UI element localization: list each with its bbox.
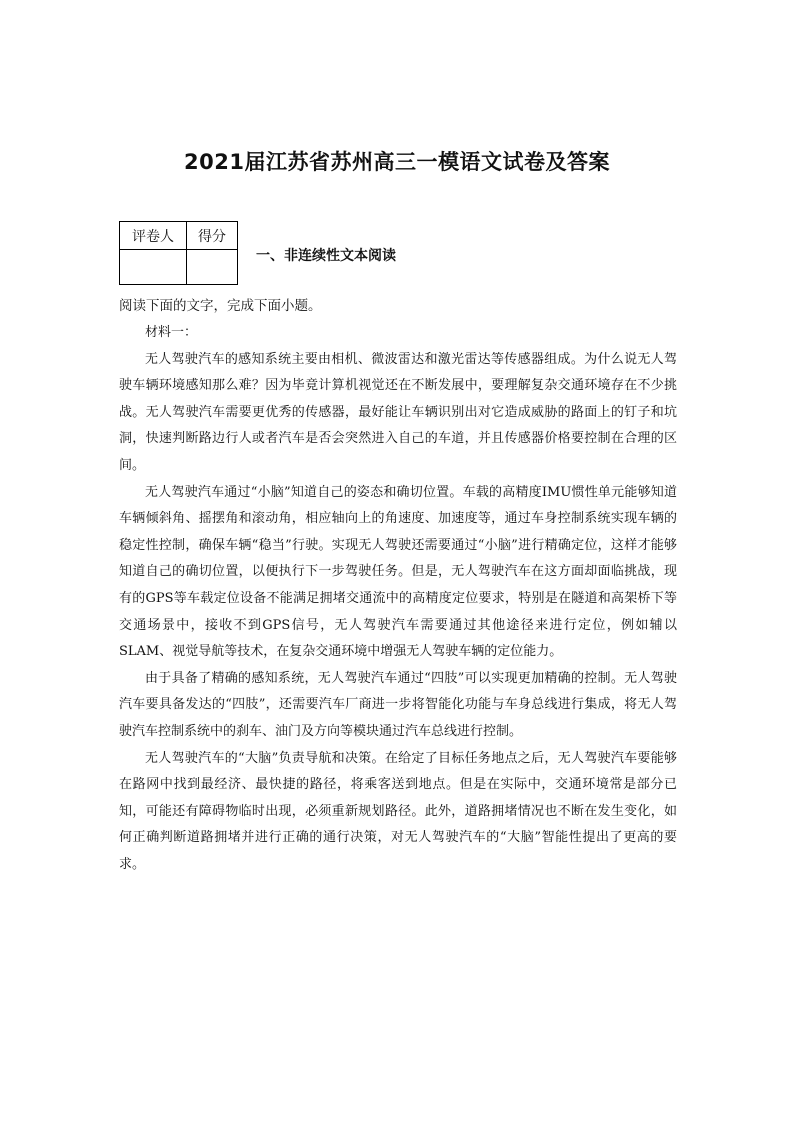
- reviewer-cell: [120, 250, 187, 285]
- paragraph: 由于具备了精确的感知系统，无人驾驶汽车通过“四肢”可以实现更加精确的控制。无人驾驶汽车要具备发达的“四肢”，还需要汽车厂商进一步将智能化功能与车身总线进行集成，将无人驾驶汽车控制系统中的刹车、油门及方向等模块通过汽车总线进行控制。: [119, 670, 677, 739]
- score-header: 得分: [187, 222, 238, 250]
- score-cell: [187, 250, 238, 285]
- paragraph: 无人驾驶汽车的“大脑”负责导航和决策。在给定了目标任务地点之后，无人驾驶汽车要能够在路网中找到最经济、最快捷的路径，将乘客送到地点。但是在实际中，交通环境常是部分已知，可能还有障碍物临时出现，必须重新规划路径。此外，道路拥堵情况也不断在发生变化，如何正确判断道路拥堵并进行正确的通行决策，对无人驾驶汽车的“大脑”智能性提出了更高的要求。: [119, 750, 677, 872]
- document-title: 2021届江苏省苏州高三一模语文试卷及答案: [184, 150, 610, 174]
- paragraph: 无人驾驶汽车的感知系统主要由相机、微波雷达和激光雷达等传感器组成。为什么说无人驾驶车辆环境感知那么难？因为毕竟计算机视觉还在不断发展中，要理解复杂交通环境存在不少挑战。无人驾驶汽车需要更优秀的传感器，最好能让车辆识别出对它造成威胁的路面上的钉子和坑洞，快速判断路边行人或者汽车是否会突然进入自己的车道，并且传感器价格要控制在合理的区间。: [119, 351, 677, 473]
- section-heading: 一、非连续性文本阅读: [256, 248, 396, 264]
- instructions: 阅读下面的文字，完成下面小题。: [119, 298, 322, 314]
- article-body: [119, 320, 677, 878]
- paragraph: 无人驾驶汽车通过“小脑”知道自己的姿态和确切位置。车载的高精度IMU惯性单元能够知道车辆倾斜角、摇摆角和滚动角，相应轴向上的角速度、加速度等，通过车身控制系统实现车辆的稳定性控制，确保车辆“稳当”行驶。实现无人驾驶还需要通过“小脑”进行精确定位，这样才能够知道自己的确切位置，以便执行下一步驾驶任务。但是，无人驾驶汽车在这方面却面临挑战，现有的GPS等车载定位设备不能满足拥堵交通流中的高精度定位要求，特别是在隧道和高架桥下等交通场景中，接收不到GPS信号，无人驾驶汽车需要通过其他途径来进行定位，例如辅以SLAM、视觉导航等技术，在复杂交通环境中增强无人驾驶车辆的定位能力。: [119, 484, 677, 660]
- score-table: [119, 221, 238, 285]
- material-label: 材料一：: [145, 325, 198, 340]
- reviewer-header: 评卷人: [120, 222, 187, 250]
